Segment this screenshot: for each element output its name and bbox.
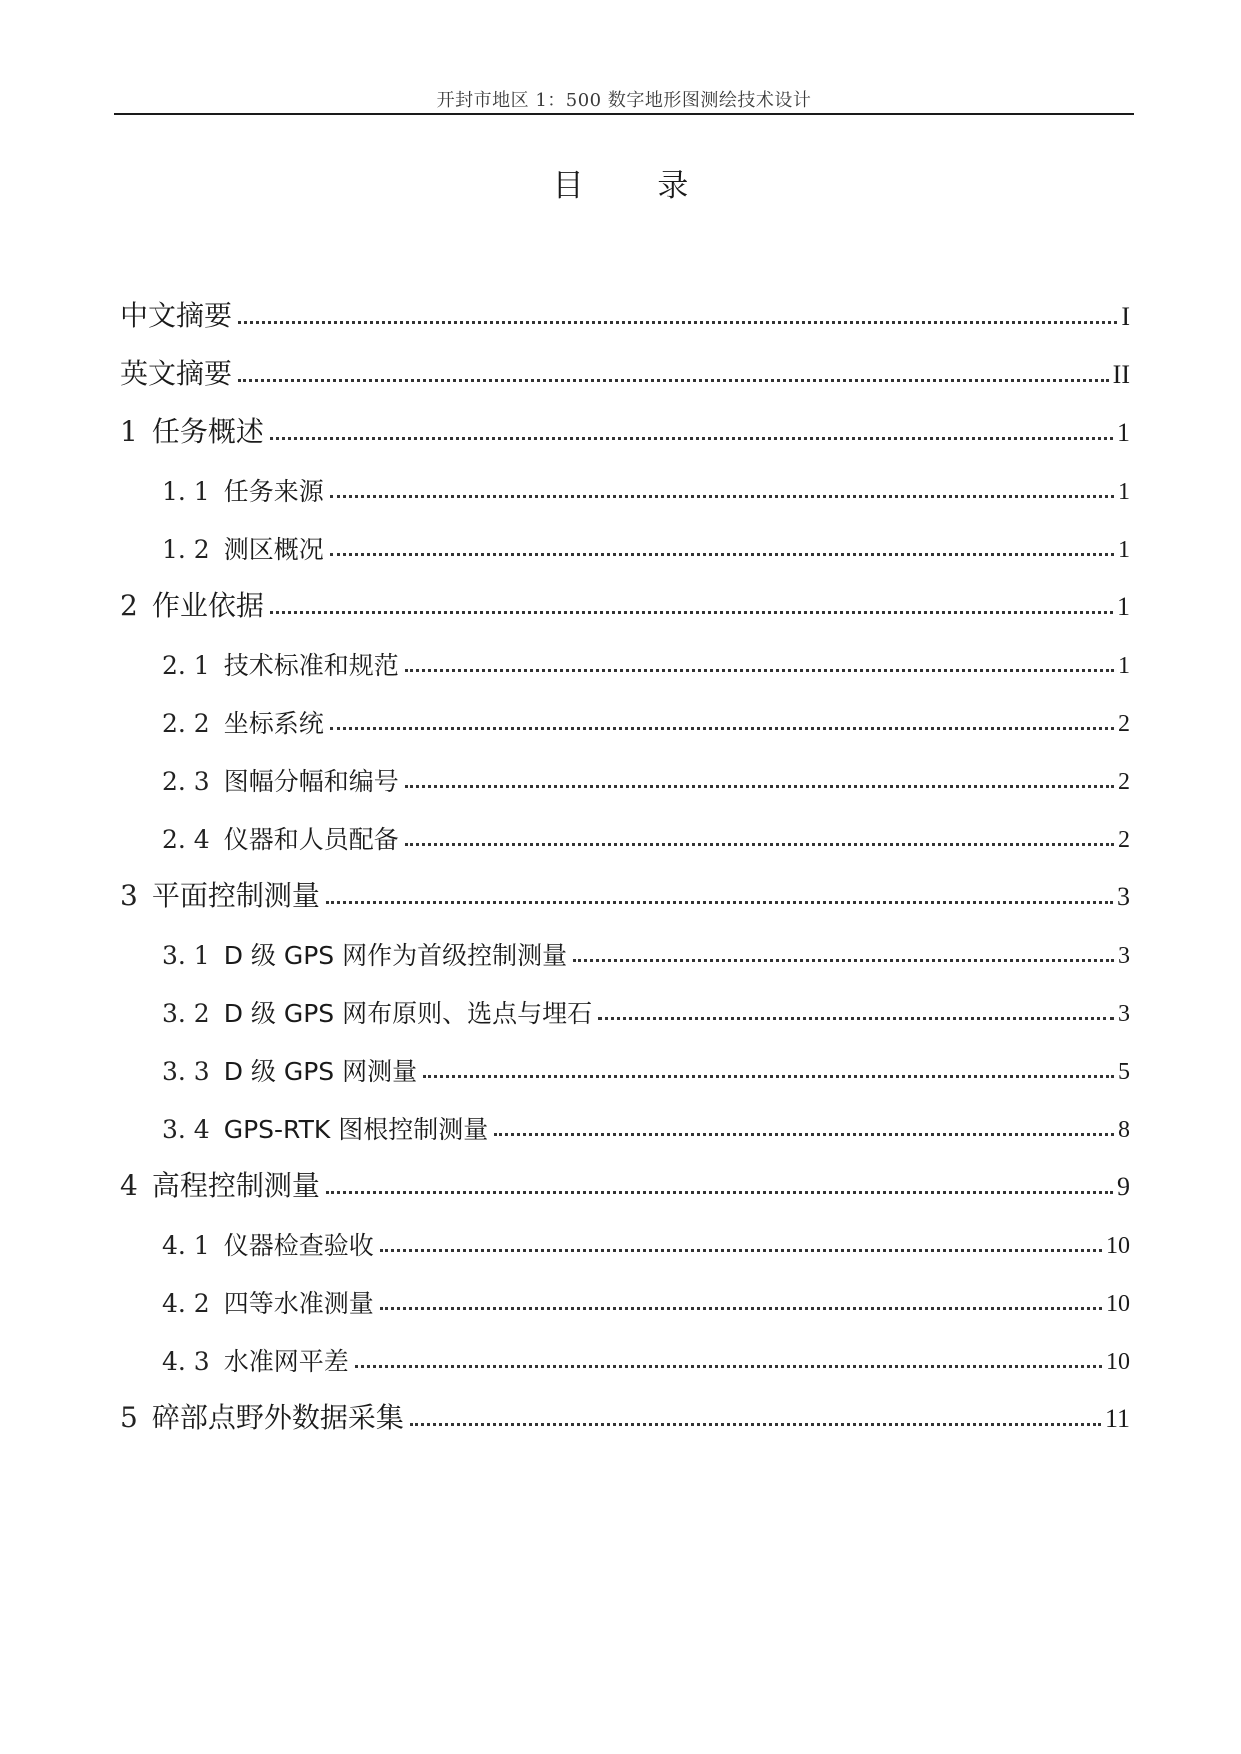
toc-entry-label: 作业依据 [151, 589, 264, 622]
toc-entry-number: 4 [120, 1169, 138, 1202]
toc-entry-number: 2. 2 [162, 709, 210, 738]
toc-entry[interactable] [120, 1276, 1130, 1316]
toc-entry-number: 5 [120, 1401, 138, 1434]
toc-entry-label: 中文摘要 [120, 299, 233, 332]
toc-entry-label: 仪器和人员配备 [223, 825, 399, 854]
toc-entry-label: D 级 GPS 网测量 [223, 1057, 418, 1086]
toc-entry-page: I [1121, 302, 1130, 331]
toc-entry-label: 高程控制测量 [151, 1169, 320, 1202]
dot-leader [355, 1365, 1102, 1368]
toc-entry[interactable] [120, 928, 1130, 968]
dot-leader [598, 1017, 1114, 1020]
toc-entry-number: 2 [120, 589, 138, 622]
toc-entry-number: 4. 2 [162, 1289, 210, 1318]
toc-entry-page: 8 [1118, 1117, 1130, 1143]
toc-entry[interactable] [120, 870, 1130, 910]
toc-entry-label: 图幅分幅和编号 [223, 767, 399, 796]
toc-entry-page: 1 [1118, 537, 1130, 563]
dot-leader [270, 437, 1113, 440]
dot-leader [326, 901, 1113, 904]
dot-leader [423, 1075, 1114, 1078]
toc-entry-number: 3 [120, 879, 138, 912]
toc-entry-page: 1 [1117, 592, 1130, 621]
toc-entry[interactable] [120, 580, 1130, 620]
toc-entry[interactable] [120, 1160, 1130, 1200]
toc-entry-number: 3. 4 [162, 1115, 210, 1144]
toc-entry-page: 1 [1118, 479, 1130, 505]
toc-entry-number: 2. 1 [162, 651, 210, 680]
toc-entry-page: 10 [1106, 1291, 1130, 1317]
toc-entry-number: 4. 3 [162, 1347, 210, 1376]
toc-entry-page: 10 [1106, 1349, 1130, 1375]
toc-entry-page: 3 [1118, 1001, 1130, 1027]
toc-entry-page: 1 [1117, 418, 1130, 447]
dot-leader [380, 1307, 1102, 1310]
toc-entry-number: 3. 1 [162, 941, 210, 970]
toc-entry[interactable] [120, 406, 1130, 446]
toc-entry-page: 2 [1118, 711, 1130, 737]
toc-entry-label: 仪器检查验收 [223, 1231, 374, 1260]
toc-entry-number: 1 [120, 415, 138, 448]
dot-leader [330, 727, 1114, 730]
toc-entry-label: 任务概述 [151, 415, 264, 448]
toc-entry[interactable] [120, 812, 1130, 852]
dot-leader [270, 611, 1113, 614]
toc-entry-page: 3 [1117, 882, 1130, 911]
dot-leader [405, 785, 1114, 788]
toc-entry-page: 2 [1118, 827, 1130, 853]
toc-entry-number: 3. 3 [162, 1057, 210, 1086]
dot-leader [380, 1249, 1102, 1252]
toc-entry-number: 3. 2 [162, 999, 210, 1028]
toc-entry[interactable] [120, 986, 1130, 1026]
toc-entry[interactable] [120, 1102, 1130, 1142]
page-title: 目 录 [552, 168, 721, 204]
toc-entry-label: 平面控制测量 [151, 879, 320, 912]
toc-entry[interactable] [120, 1044, 1130, 1084]
toc-entry-number: 4. 1 [162, 1231, 210, 1260]
toc-entry[interactable] [120, 464, 1130, 504]
toc-entry-page: 10 [1106, 1233, 1130, 1259]
toc-entry[interactable] [120, 638, 1130, 678]
toc-entry-label: 碎部点野外数据采集 [151, 1401, 404, 1434]
toc-entry-page: 1 [1118, 653, 1130, 679]
toc-entry-page: 3 [1118, 943, 1130, 969]
toc-entry-label: D 级 GPS 网作为首级控制测量 [223, 941, 568, 970]
toc-entry-label: 坐标系统 [223, 709, 324, 738]
header-rule [114, 113, 1134, 115]
dot-leader [238, 321, 1117, 324]
toc-entry-page: 2 [1118, 769, 1130, 795]
toc-entry-label: 任务来源 [223, 477, 324, 506]
toc-entry-number: 1. 1 [162, 477, 210, 506]
toc-entry-page: 5 [1118, 1059, 1130, 1085]
dot-leader [326, 1191, 1113, 1194]
toc-entry-label: D 级 GPS 网布原则、选点与埋石 [223, 999, 593, 1028]
toc-entry[interactable] [120, 696, 1130, 736]
toc-entry-label: 英文摘要 [120, 357, 233, 390]
toc-entry-label: 水准网平差 [223, 1347, 349, 1376]
toc-entry[interactable] [120, 348, 1130, 388]
toc-entry-label: 技术标准和规范 [223, 651, 399, 680]
dot-leader [405, 843, 1114, 846]
toc-entry-number: 2. 4 [162, 825, 210, 854]
toc-entry-page: 11 [1104, 1404, 1130, 1433]
dot-leader [410, 1423, 1101, 1426]
toc-entry[interactable] [120, 1218, 1130, 1258]
toc-entry-number: 2. 3 [162, 767, 210, 796]
dot-leader [330, 553, 1114, 556]
toc-entry[interactable] [120, 754, 1130, 794]
toc-entry-label: GPS-RTK 图根控制测量 [223, 1115, 489, 1144]
toc-entry[interactable] [120, 1392, 1130, 1432]
toc-entry-label: 四等水准测量 [223, 1289, 374, 1318]
running-header: 开封市地区 1：500 数字地形图测绘技术设计 [436, 90, 812, 111]
toc-entry-number: 1. 2 [162, 535, 210, 564]
toc-entry[interactable] [120, 1334, 1130, 1374]
toc-entry-page: II [1112, 360, 1130, 389]
toc-entry[interactable] [120, 522, 1130, 562]
toc-entry-page: 9 [1117, 1172, 1130, 1201]
dot-leader [238, 379, 1109, 382]
dot-leader [494, 1133, 1114, 1136]
dot-leader [405, 669, 1114, 672]
dot-leader [330, 495, 1114, 498]
toc-entry[interactable] [120, 290, 1130, 330]
dot-leader [573, 959, 1114, 962]
toc-entry-label: 测区概况 [223, 535, 324, 564]
